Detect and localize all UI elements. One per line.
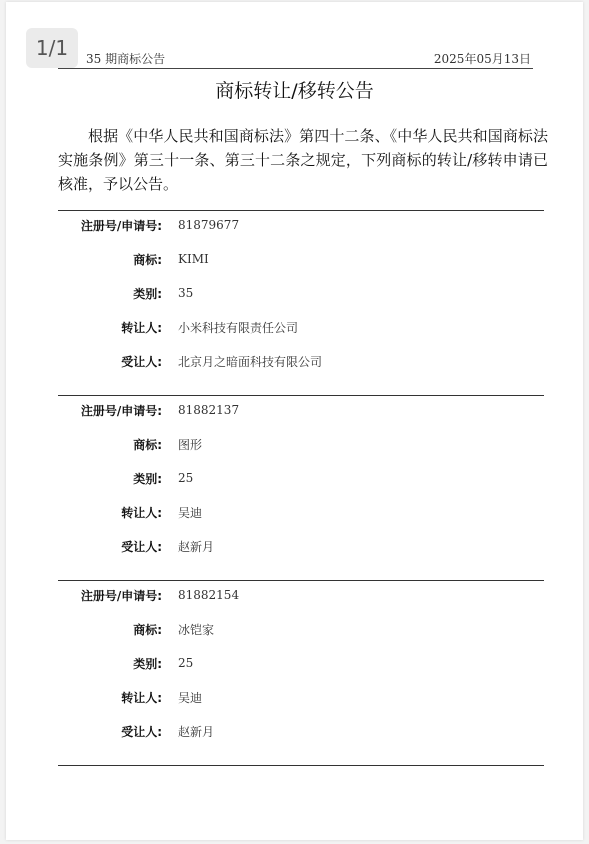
assignee-row xyxy=(58,351,544,371)
assignor-value: 吴迪 xyxy=(178,690,203,705)
reg-no-value: 81879677 xyxy=(178,218,240,232)
class-row xyxy=(58,653,544,673)
class-value: 25 xyxy=(178,656,194,670)
assignee-label: 受让人: xyxy=(121,539,162,554)
reg-no-value: 81882154 xyxy=(178,588,240,602)
reg-no-row xyxy=(58,215,544,235)
assignor-row xyxy=(58,687,544,707)
mark-label: 商标: xyxy=(133,437,162,452)
trademark-list xyxy=(58,210,544,766)
page-title: 商标转让/移转公告 xyxy=(215,80,374,102)
assignor-label: 转让人: xyxy=(121,505,162,520)
header-divider xyxy=(58,68,533,69)
intro-paragraph: 根据《中华人民共和国商标法》第四十二条、《中华人民共和国商标法实施条例》第三十一条、第三十二条之规定，下列商标的转让/移转申请已核准，予以公告。 xyxy=(58,127,548,193)
reg-no-label: 注册号/申请号: xyxy=(80,403,162,418)
class-row xyxy=(58,283,544,303)
trademark-entry xyxy=(58,210,544,395)
class-value: 35 xyxy=(178,286,194,300)
mark-label: 商标: xyxy=(133,622,162,637)
reg-no-value: 81882137 xyxy=(178,403,240,417)
issue-number: 35 期商标公告 xyxy=(86,52,166,66)
publication-date: 2025年05月13日 xyxy=(433,52,531,66)
reg-no-label: 注册号/申请号: xyxy=(80,218,162,233)
reg-no-row xyxy=(58,400,544,420)
assignor-value: 吴迪 xyxy=(178,505,203,520)
assignor-value: 小米科技有限责任公司 xyxy=(178,320,299,335)
assignee-value: 北京月之暗面科技有限公司 xyxy=(178,354,323,369)
assignee-value: 赵新月 xyxy=(178,724,215,739)
mark-row xyxy=(58,434,544,454)
trademark-entry xyxy=(58,580,544,766)
assignee-value: 赵新月 xyxy=(178,539,215,554)
reg-no-label: 注册号/申请号: xyxy=(80,588,162,603)
trademark-entry xyxy=(58,395,544,580)
class-row xyxy=(58,468,544,488)
assignee-label: 受让人: xyxy=(121,724,162,739)
mark-row xyxy=(58,249,544,269)
mark-value: KIMI xyxy=(178,252,209,266)
mark-value: 冰铠家 xyxy=(178,622,215,637)
reg-no-row xyxy=(58,585,544,605)
page-counter[interactable]: 1/1 xyxy=(26,28,78,68)
assignor-row xyxy=(58,317,544,337)
class-label: 类别: xyxy=(133,286,162,301)
assignee-row xyxy=(58,721,544,741)
class-label: 类别: xyxy=(133,656,162,671)
assignee-label: 受让人: xyxy=(121,354,162,369)
document-page xyxy=(6,2,583,840)
class-value: 25 xyxy=(178,471,194,485)
assignor-row xyxy=(58,502,544,522)
mark-value: 图形 xyxy=(178,437,203,452)
assignor-label: 转让人: xyxy=(121,690,162,705)
assignee-row xyxy=(58,536,544,556)
class-label: 类别: xyxy=(133,471,162,486)
mark-row xyxy=(58,619,544,639)
mark-label: 商标: xyxy=(133,252,162,267)
assignor-label: 转让人: xyxy=(121,320,162,335)
